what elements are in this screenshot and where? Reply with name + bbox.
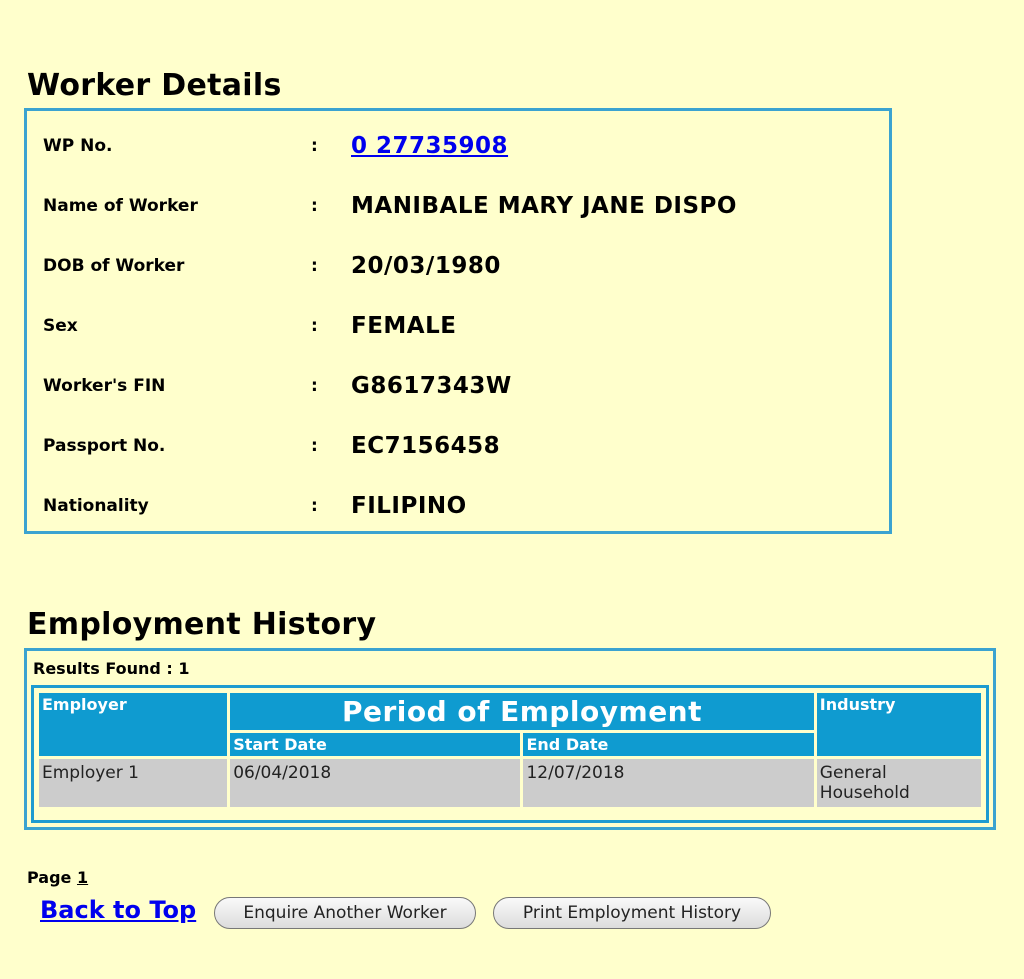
wp-no-link[interactable]: 0 27735908 bbox=[351, 133, 509, 159]
employment-table-frame bbox=[31, 685, 989, 823]
detail-value: FILIPINO bbox=[351, 493, 467, 519]
header-industry: Industry bbox=[817, 693, 981, 756]
print-employment-history-button[interactable]: Print Employment History bbox=[493, 897, 771, 929]
detail-separator: : bbox=[311, 136, 318, 156]
detail-row-name bbox=[27, 186, 889, 226]
detail-label: DOB of Worker bbox=[43, 256, 185, 276]
cell-end-date: 12/07/2018 bbox=[523, 759, 813, 807]
detail-value: G8617343W bbox=[351, 373, 512, 399]
back-to-top-link[interactable]: Back to Top bbox=[40, 896, 197, 924]
header-end-date: End Date bbox=[523, 733, 813, 756]
detail-row-fin bbox=[27, 366, 889, 406]
detail-label: Nationality bbox=[43, 496, 149, 516]
enquire-another-worker-button[interactable]: Enquire Another Worker bbox=[214, 897, 476, 929]
cell-employer: Employer 1 bbox=[39, 759, 227, 807]
detail-separator: : bbox=[311, 496, 318, 516]
detail-value bbox=[351, 126, 508, 166]
detail-row-wp-no bbox=[27, 126, 889, 166]
detail-separator: : bbox=[311, 196, 318, 216]
detail-label: Sex bbox=[43, 316, 78, 336]
detail-separator: : bbox=[311, 436, 318, 456]
cell-industry: General Household bbox=[817, 759, 981, 807]
page-number-link[interactable]: 1 bbox=[76, 868, 89, 887]
detail-separator: : bbox=[311, 256, 318, 276]
worker-details-title: Worker Details bbox=[27, 68, 282, 103]
detail-value: 20/03/1980 bbox=[351, 253, 501, 279]
detail-row-sex bbox=[27, 306, 889, 346]
employment-history-panel bbox=[24, 648, 996, 830]
detail-separator: : bbox=[311, 316, 318, 336]
detail-label: Passport No. bbox=[43, 436, 166, 456]
detail-label: WP No. bbox=[43, 136, 113, 156]
header-period-of-employment: Period of Employment bbox=[230, 693, 814, 730]
table-row bbox=[39, 759, 981, 807]
detail-value: EC7156458 bbox=[351, 433, 501, 459]
header-employer: Employer bbox=[39, 693, 227, 756]
detail-separator: : bbox=[311, 376, 318, 396]
detail-value: MANIBALE MARY JANE DISPO bbox=[351, 193, 737, 219]
detail-row-dob bbox=[27, 246, 889, 286]
employment-history-title: Employment History bbox=[27, 607, 377, 642]
header-start-date: Start Date bbox=[230, 733, 520, 756]
cell-start-date: 06/04/2018 bbox=[230, 759, 520, 807]
detail-row-passport bbox=[27, 426, 889, 466]
pagination bbox=[27, 868, 88, 887]
worker-details-panel bbox=[24, 108, 892, 534]
detail-value: FEMALE bbox=[351, 313, 457, 339]
employment-table bbox=[36, 690, 984, 810]
results-count: Results Found : 1 bbox=[33, 659, 190, 678]
detail-label: Name of Worker bbox=[43, 196, 198, 216]
detail-label: Worker's FIN bbox=[43, 376, 166, 396]
page-label: Page bbox=[27, 868, 72, 887]
detail-row-nationality bbox=[27, 486, 889, 526]
